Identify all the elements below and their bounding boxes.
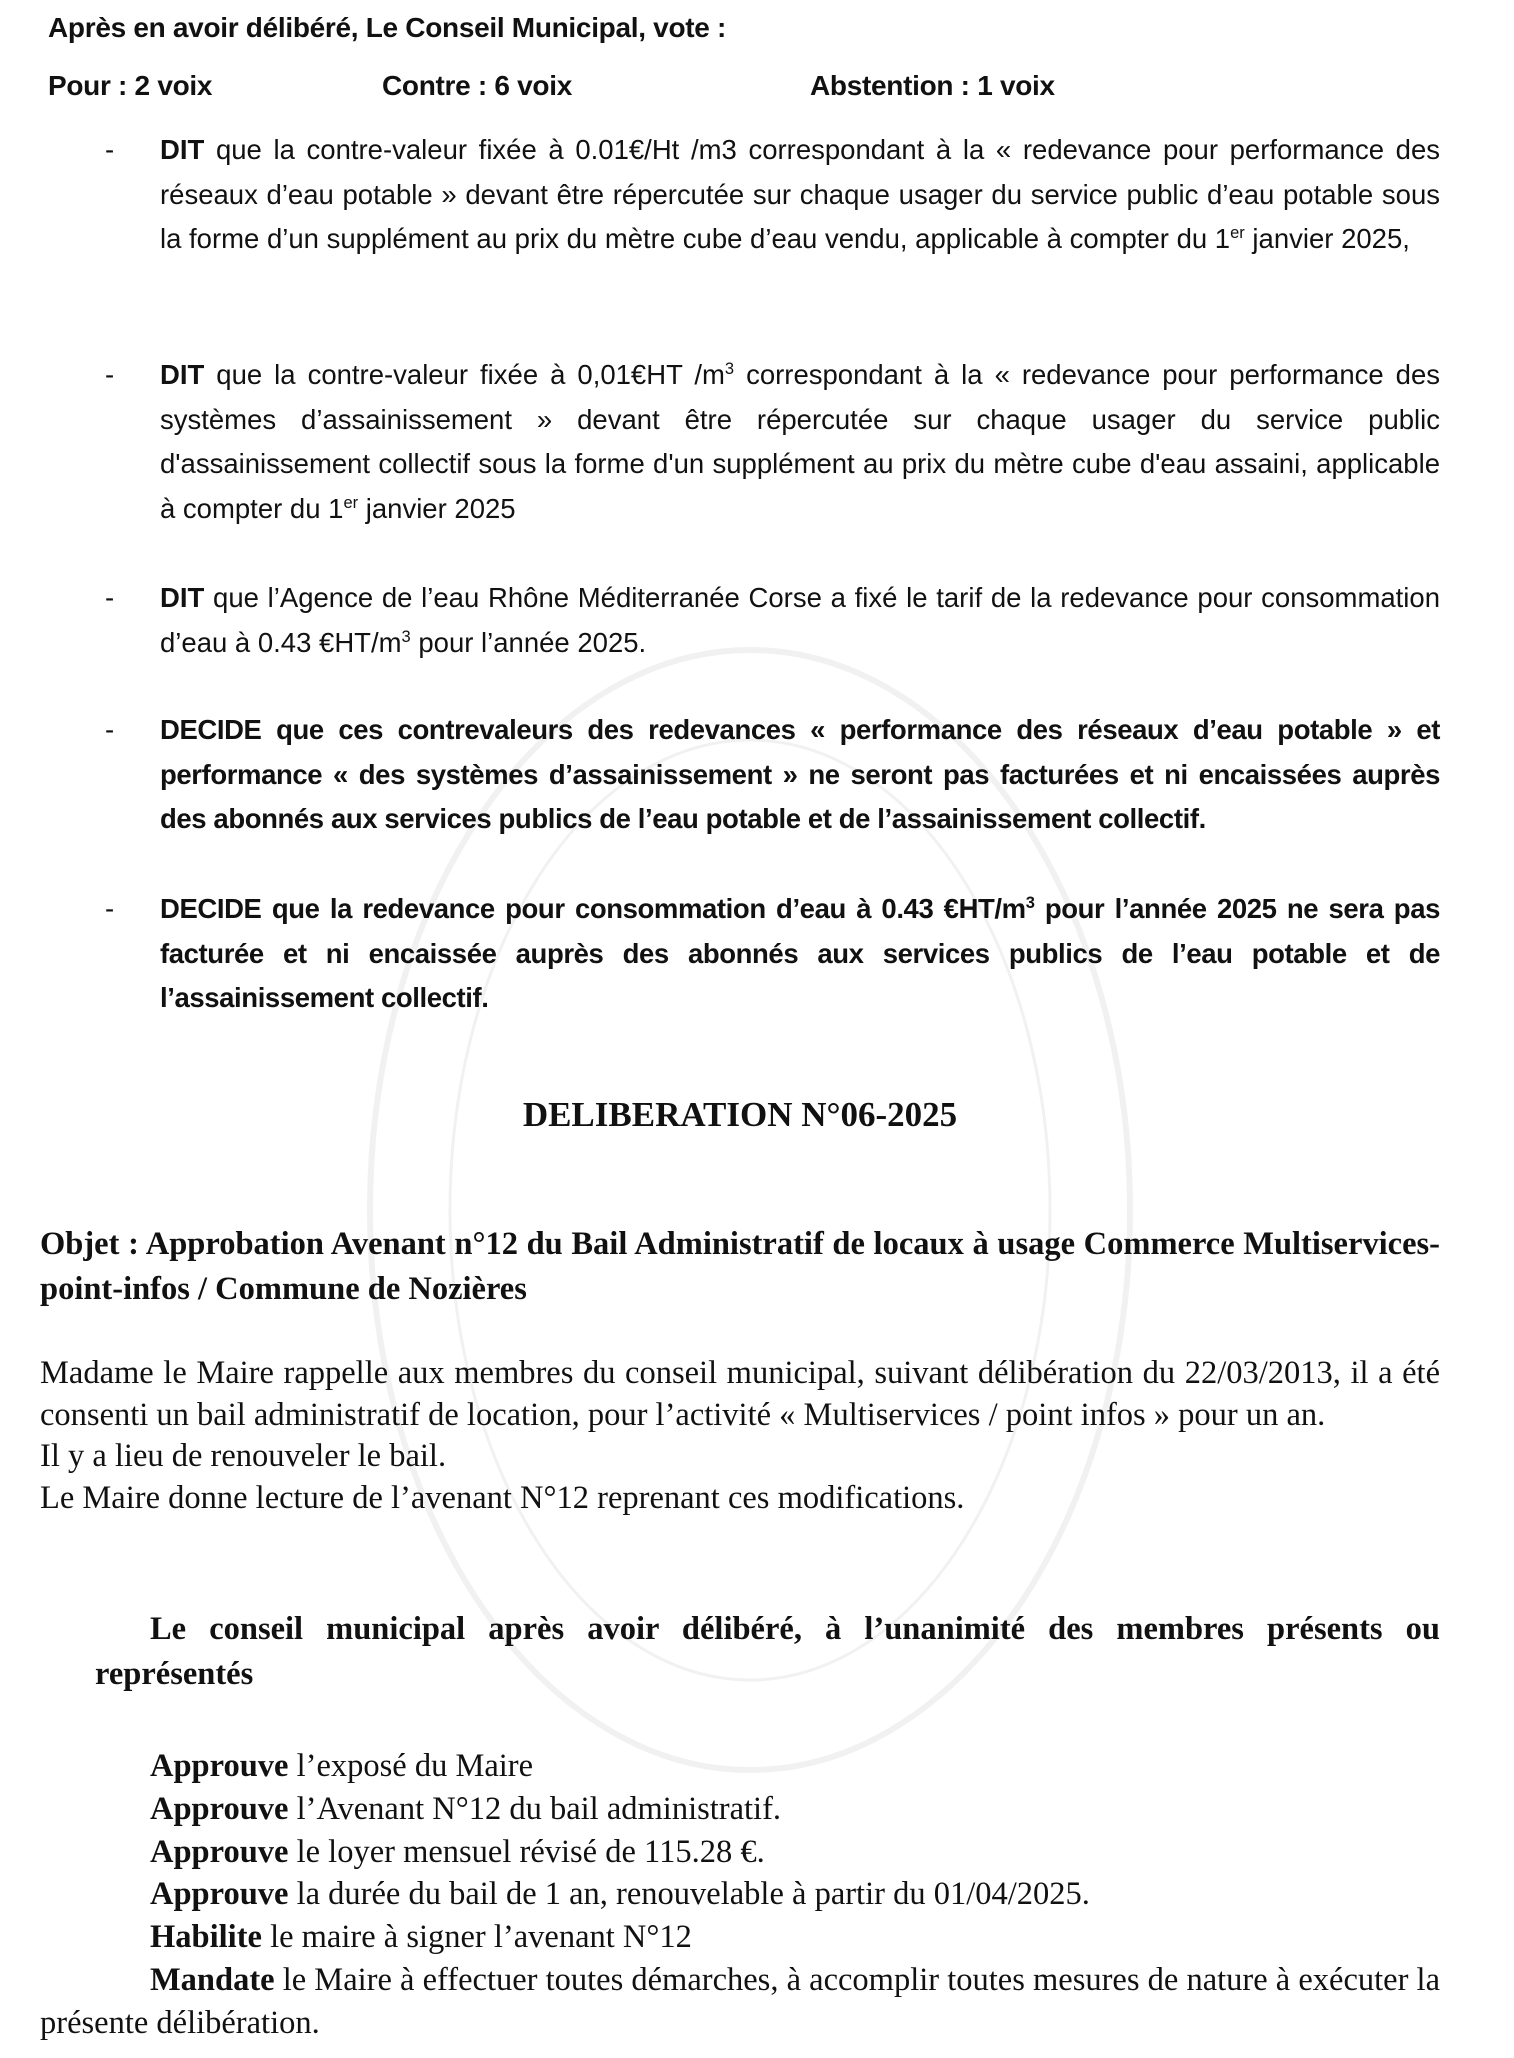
- deliberation-title: DELIBERATION N°06-2025: [522, 1095, 958, 1134]
- decision-item: [40, 1831, 1440, 1874]
- superscript: 3: [724, 359, 735, 378]
- vote-pour: Pour : 2 voix: [48, 70, 213, 101]
- vote-intro: Après en avoir délibéré, Le Conseil Municipal, vote :: [48, 12, 727, 43]
- expose-line: Madame le Maire rappelle aux membres du conseil municipal, suivant délibération du 22/03/2013, il a été consenti un bail administratif de location, pour l’activité « Multiservices / point infos » pour un an.: [40, 1355, 1440, 1433]
- bullet-keyword: DIT: [160, 134, 205, 165]
- bullet-text-part: janvier 2025: [358, 492, 516, 524]
- bullet-text-part: que la contre-valeur fixée à 0.01€/Ht /m3 correspondant à la « redevance pour performance des réseaux d’eau potable » devant être répercutée sur chaque usager du service public d’eau potable sous la forme d’un supplément au prix du mètre cube d’eau vendu, applicable à compter du 1: [160, 134, 1440, 254]
- vote-contre: Contre : 6 voix: [382, 70, 572, 101]
- bullet-dash: -: [105, 714, 115, 745]
- bullet-item: [105, 708, 1440, 842]
- expose-line: Le Maire donne lecture de l’avenant N°12 reprenant ces modifications.: [40, 1479, 965, 1516]
- bullet-keyword: DECIDE: [160, 893, 262, 924]
- bullet-text: [160, 708, 1440, 842]
- decision-text: le loyer mensuel révisé de 115.28 €.: [288, 1833, 765, 1870]
- decision-verb: Mandate: [150, 1961, 275, 1998]
- decision-text: le Maire à effectuer toutes démarches, à accomplir toutes mesures de nature à exécuter la présente délibération.: [40, 1961, 1440, 2041]
- decision-verb: Approuve: [150, 1748, 289, 1784]
- vote-abstention: Abstention : 1 voix: [810, 70, 1055, 101]
- bullet-text-part: que l’Agence de l’eau Rhône Méditerranée Corse a fixé le tarif de la redevance pour consommation d’eau à 0.43 €HT/m: [160, 582, 1440, 658]
- superscript: er: [1230, 223, 1245, 242]
- bullet-text: [160, 353, 1440, 531]
- superscript: er: [343, 493, 359, 512]
- bullet-text-part: correspondant à la « redevance pour performance des systèmes d’assainissement » devant être répercutée sur chaque usager du service public d'assainissement collectif sous la forme d'un supplément au prix du mètre cube d'eau assaini, applicable à compter du 1: [160, 359, 1440, 524]
- decision-verb: Approuve: [150, 1833, 289, 1870]
- decision-text: l’exposé du Maire: [288, 1748, 534, 1784]
- expose-paragraph: [40, 1353, 1440, 1519]
- superscript: 3: [1025, 893, 1035, 912]
- bullet-text-part: janvier 2025,: [1244, 223, 1410, 254]
- bullet-text-part: que la redevance pour consommation d’eau à 0.43 €HT/m: [261, 893, 1026, 924]
- bullet-text-part: que la contre-valeur fixée à 0,01€HT /m: [204, 359, 725, 390]
- superscript: 3: [401, 627, 411, 646]
- decision-text: l’Avenant N°12 du bail administratif.: [288, 1790, 782, 1827]
- bullet-text: [160, 576, 1440, 665]
- bullet-dash: -: [105, 359, 115, 390]
- bullet-item: [105, 128, 1440, 262]
- decisions-list: [40, 1745, 1440, 2045]
- decision-item: [40, 1745, 1440, 1788]
- decision-text: le maire à signer l’avenant N°12: [261, 1919, 692, 1956]
- bullet-keyword: DECIDE: [160, 714, 262, 745]
- bullet-text-part: pour l’année 2025 ne sera pas facturée et ni encaissée auprès des abonnés aux services publics de l’eau potable et de l’assainissement collectif.: [160, 893, 1440, 1013]
- decision-verb: Habilite: [150, 1919, 262, 1956]
- decision-item: [40, 1916, 1440, 1959]
- bullet-dash: -: [105, 134, 115, 165]
- bullet-dash: -: [105, 582, 115, 613]
- conseil-statement: Le conseil municipal après avoir délibéré, à l’unanimité des membres présents ou représentés: [95, 1611, 1440, 1692]
- decision-verb: Approuve: [150, 1790, 289, 1827]
- bullet-item: [105, 887, 1440, 1021]
- bullet-text-part: pour l’année 2025.: [410, 626, 647, 658]
- bullet-item: [105, 353, 1440, 531]
- decision-text: la durée du bail de 1 an, renouvelable à partir du 01/04/2025.: [288, 1876, 1090, 1913]
- bullet-keyword: DIT: [160, 582, 205, 613]
- bullet-text: [160, 128, 1440, 262]
- decision-item: [40, 1959, 1440, 2045]
- expose-line: Il y a lieu de renouveler le bail.: [40, 1438, 447, 1474]
- decision-verb: Approuve: [150, 1876, 289, 1913]
- bullet-item: [105, 576, 1440, 665]
- objet-heading: Objet : Approbation Avenant n°12 du Bail Administratif de locaux à usage Commerce Multiservices-point-infos / Commune de Nozières: [40, 1226, 1440, 1307]
- bullet-keyword: DIT: [160, 359, 205, 390]
- bullet-dash: -: [105, 893, 115, 924]
- bullet-text-part: que ces contrevaleurs des redevances « performance des réseaux d’eau potable » et performance « des systèmes d’assainissement » ne seront pas facturées et ni encaissées auprès des abonnés aux services publics de l’eau potable et de l’assainissement collectif.: [160, 714, 1440, 834]
- decision-item: [40, 1873, 1440, 1916]
- bullet-text: [160, 887, 1440, 1021]
- decision-item: [40, 1788, 1440, 1831]
